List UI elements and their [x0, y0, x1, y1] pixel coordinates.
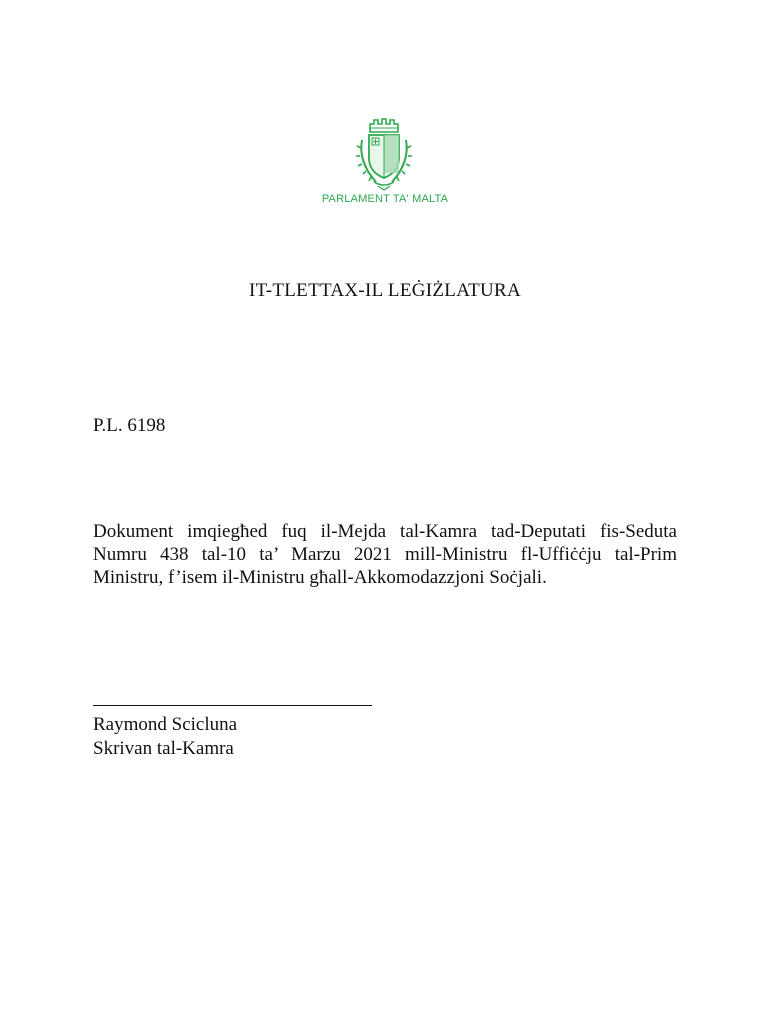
signatory-title: Skrivan tal-Kamra: [93, 738, 234, 759]
parliament-crest-icon: [352, 116, 416, 192]
paper-reference: P.L. 6198: [93, 415, 166, 436]
legislature-title: IT-TLETTAX-IL LEĠIŻLATURA: [248, 280, 522, 301]
parliament-name: PARLAMENT TA' MALTA: [321, 193, 449, 205]
signatory-name: Raymond Scicluna: [93, 714, 238, 735]
document-body: Dokument imqiegħed fuq il-Mejda tal-Kamra tad-Deputati fis-Seduta Numru 438 tal-10 ta’ Marzu 2021 mill-Ministru fl-Uffiċċju tal-Prim Ministru, f’isem il-Ministru għall-Akkomodazzjoni Soċjali.: [93, 521, 677, 588]
signature-line: [93, 705, 372, 706]
